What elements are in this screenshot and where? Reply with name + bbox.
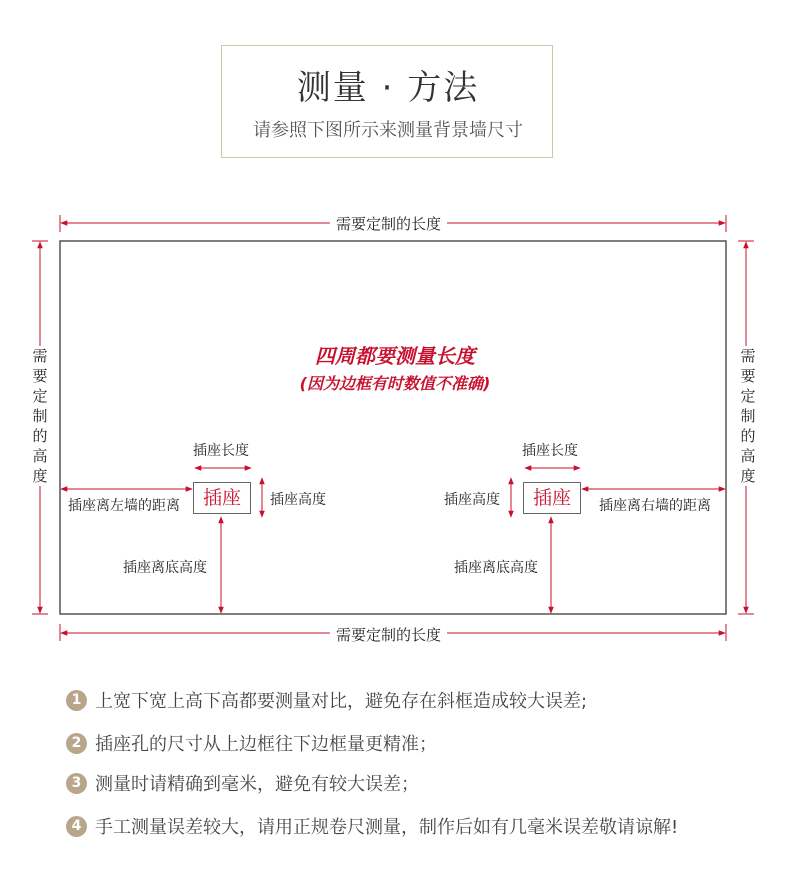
right-socket-side-distance-label: 插座离右墙的距离 bbox=[599, 495, 711, 515]
left-height-label bbox=[30, 346, 50, 486]
vertical-label-char: 要 bbox=[32, 367, 48, 385]
left-socket-length-label: 插座长度 bbox=[193, 440, 249, 460]
vertical-label-char: 度 bbox=[740, 467, 756, 485]
page-title: 测量 · 方法 bbox=[296, 68, 480, 108]
right-socket-bottom-distance-label: 插座离底高度 bbox=[454, 557, 538, 577]
center-note-main: 四周都要测量长度 bbox=[315, 344, 475, 368]
note-number-badge: 3 bbox=[66, 773, 87, 794]
vertical-label-char: 要 bbox=[740, 367, 756, 385]
vertical-label-char: 度 bbox=[32, 467, 48, 485]
vertical-label-char: 需 bbox=[32, 347, 48, 365]
note-item-3 bbox=[66, 770, 419, 796]
left-socket-height-label: 插座高度 bbox=[270, 489, 326, 509]
note-item-1 bbox=[66, 687, 587, 713]
right-socket: 插座 bbox=[523, 482, 581, 514]
vertical-label-char: 高 bbox=[32, 447, 48, 465]
note-text: 手工测量误差较大，请用正规卷尺测量，制作后如有几毫米误差敬请谅解! bbox=[95, 817, 679, 838]
left-socket-side-distance-label: 插座离左墙的距离 bbox=[68, 495, 180, 515]
center-note bbox=[180, 340, 610, 394]
note-number-badge: 1 bbox=[66, 690, 87, 711]
center-note-sub: (因为边框有时数值不准确) bbox=[299, 374, 491, 393]
note-number-badge: 2 bbox=[66, 733, 87, 754]
left-socket: 插座 bbox=[193, 482, 251, 514]
vertical-label-char: 高 bbox=[740, 447, 756, 465]
note-item-2 bbox=[66, 730, 437, 756]
bottom-width-label: 需要定制的长度 bbox=[330, 624, 447, 645]
vertical-label-char: 的 bbox=[740, 427, 756, 445]
vertical-label-char: 制 bbox=[740, 407, 756, 425]
vertical-label-char: 制 bbox=[32, 407, 48, 425]
note-text: 插座孔的尺寸从上边框往下边框量更精准； bbox=[95, 734, 437, 755]
note-text: 上宽下宽上高下高都要测量对比，避免存在斜框造成较大误差; bbox=[95, 691, 588, 712]
right-height-label bbox=[738, 346, 758, 486]
vertical-label-char: 定 bbox=[32, 387, 48, 405]
top-width-label: 需要定制的长度 bbox=[330, 213, 447, 234]
note-item-4 bbox=[66, 813, 678, 839]
vertical-label-char: 的 bbox=[32, 427, 48, 445]
right-socket-height-label: 插座高度 bbox=[444, 489, 500, 509]
vertical-label-char: 定 bbox=[740, 387, 756, 405]
left-socket-bottom-distance-label: 插座离底高度 bbox=[123, 557, 207, 577]
right-socket-length-label: 插座长度 bbox=[522, 440, 578, 460]
note-text: 测量时请精确到毫米，避免有较大误差； bbox=[95, 774, 419, 795]
vertical-label-char: 需 bbox=[740, 347, 756, 365]
page-subtitle: 请参照下图所示来测量背景墙尺寸 bbox=[253, 120, 523, 141]
note-number-badge: 4 bbox=[66, 816, 87, 837]
